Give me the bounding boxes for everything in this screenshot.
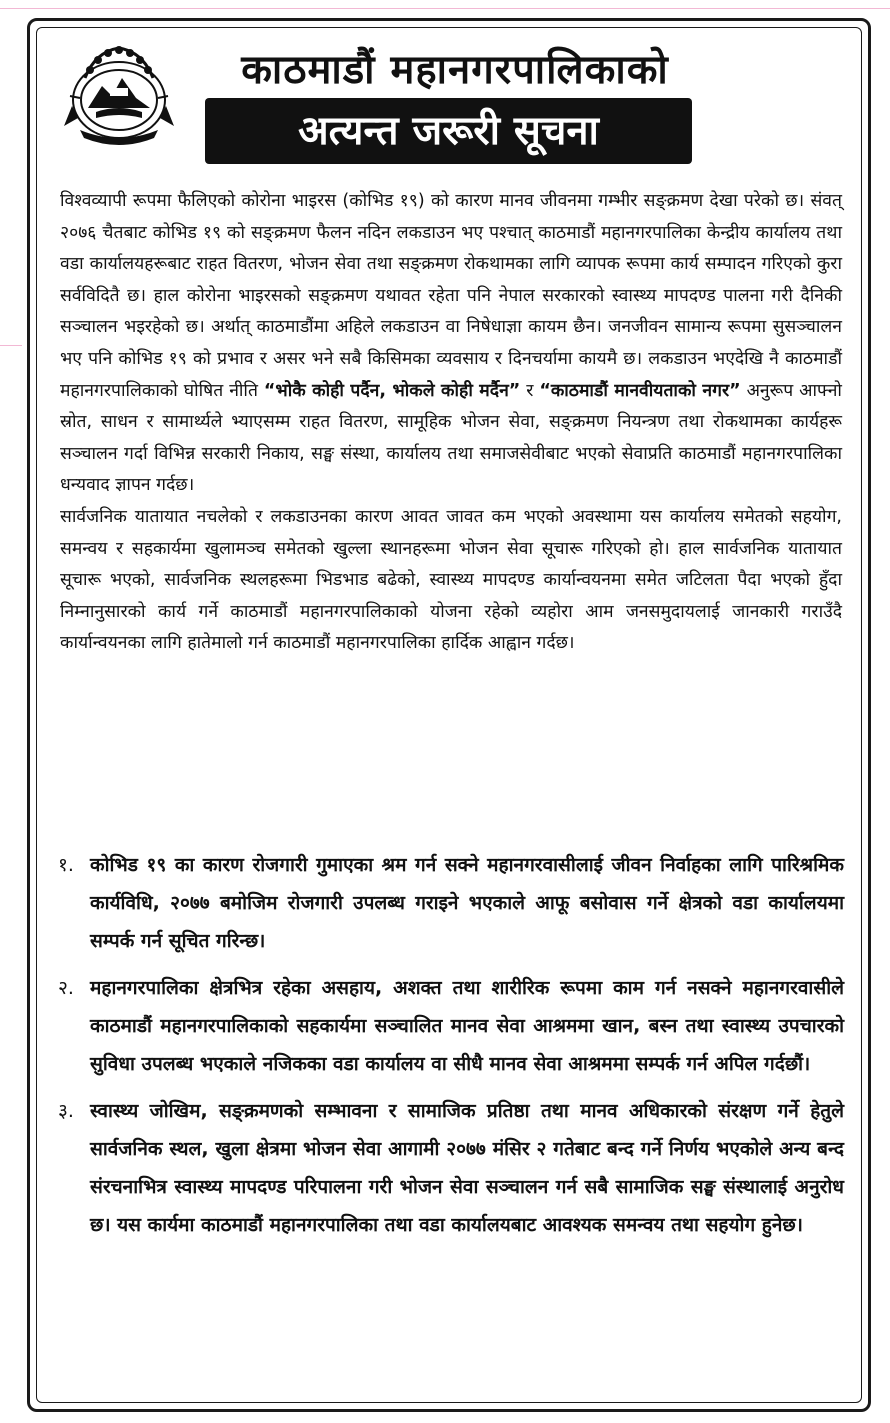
list-item <box>58 846 844 960</box>
margin-guide-line <box>0 345 22 346</box>
notice-title-banner: अत्यन्त जरूरी सूचना <box>205 98 692 164</box>
list-item-number: ३. <box>58 1100 74 1122</box>
list-item-text: कोभिड १९ का कारण रोजगारी गुमाएका श्रम गर्न सक्ने महानगरवासीलाई जीवन निर्वाहका लागि पारिश्रमिक कार्यविधि, २०७७ बमोजिम रोजगारी उपलब्ध गराइने भएकाले आफू बसोवास गर्ने क्षेत्रको वडा कार्यालयमा सम्पर्क गर्न सूचित गरिन्छ। <box>90 854 844 952</box>
notice-items-list <box>58 846 844 1253</box>
notice-body <box>60 186 842 660</box>
paragraph-1-text: विश्वव्यापी रूपमा फैलिएको कोरोना भाइरस (कोभिड १९) को कारण मानव जीवनमा गम्भीर सङ्क्रमण देखा परेको छ। संवत् २०७६ चैतबाट कोभिड १९ को सङ्क्रमण फैलन नदिन लकडाउन भए पश्चात् काठमाडौं महानगरपालिका केन्द्रीय कार्यालय तथा वडा कार्यालयहरूबाट राहत वितरण, भोजन सेवा तथा सङ्क्रमण रोकथामका लागि व्यापक रूपमा कार्य सम्पादन गरिएको कुरा सर्वविदितै छ। हाल कोरोना भाइरसको सङ्क्रमण यथावत रहेता पनि नेपाल सरकारको स्वास्थ्य मापदण्ड पालना गरी दैनिकी सञ्चालन भइरहेको छ। अर्थात् काठमाडौंमा अहिले लकडाउन वा निषेधाज्ञा कायम छैन। जनजीवन सामान्य रूपमा सुसञ्चालन भए पनि कोभिड १९ को प्रभाव र असर भने सबै किसिमका व्यवसाय र दिनचर्यामा कायमै छ। लकडाउन भएदेखि नै काठमाडौं महानगरपालिकाको घोषित नीति <box>60 191 842 401</box>
slogan-no-hunger: “भोकै कोही पर्दैन, भोकले कोही मर्दैन” <box>263 380 521 401</box>
list-item <box>58 1092 844 1244</box>
paragraph-1 <box>60 186 842 502</box>
paragraph-2: सार्वजनिक यातायात नचलेको र लकडाउनका कारण आवत जावत कम भएको अवस्थामा यस कार्यालय समेतको सहयोग, समन्वय र सहकार्यमा खुलामञ्च समेतको खुल्ला स्थानहरूमा भोजन सेवा सूचारू गरिएको हो। हाल सार्वजनिक यातायात सूचारू भएको, सार्वजनिक स्थलहरूमा भिडभाड बढेको, स्वास्थ्य मापदण्ड कार्यान्वयनमा समेत जटिलता पैदा भएको हुँदा निम्नानुसारको कार्य गर्ने काठमाडौं महानगरपालिकाको योजना रहेको व्यहोरा आम जनसमुदायलाई जानकारी गराउँदै कार्यान्वयनका लागि हातेमालो गर्न काठमाडौं महानगरपालिका हार्दिक आह्वान गर्दछ। <box>60 506 842 654</box>
slogan-humane-city: “काठमाडौं मानवीयताको नगर” <box>539 380 741 401</box>
paragraph-1-conjunction: र <box>526 380 534 401</box>
list-item <box>58 969 844 1083</box>
paragraph-1-continuation: अनुरूप आफ्नो स्रोत, साधन र सामार्थ्यले भ्याएसम्म राहत वितरण, सामूहिक भोजन सेवा, सङ्क्रमण नियन्त्रण तथा रोकथामका कार्यहरू सञ्चालन गर्दा विभिन्न सरकारी निकाय, सङ्घ संस्था, कार्यालय तथा समाजसेवीबाट भएको सेवाप्रति काठमाडौं महानगरपालिका धन्यवाद ज्ञापन गर्दछ। <box>60 380 842 496</box>
list-item-text: स्वास्थ्य जोखिम, सङ्क्रमणको सम्भावना र सामाजिक प्रतिष्ठा तथा मानव अधिकारको संरक्षण गर्ने हेतुले सार्वजनिक स्थल, खुला क्षेत्रमा भोजन सेवा आगामी २०७७ मंसिर २ गतेबाट बन्द गर्ने निर्णय भएकोले अन्य बन्द संरचनाभित्र स्वास्थ्य मापदण्ड परिपालना गरी भोजन सेवा सञ्चालन गर्न सबै सामाजिक सङ्घ संस्थालाई अनुरोध छ। यस कार्यमा काठमाडौं महानगरपालिका तथा वडा कार्यालयबाट आवश्यक समन्वय तथा सहयोग हुनेछ। <box>90 1100 844 1236</box>
organization-title: काठमाडौं महानगरपालिकाको <box>241 47 669 93</box>
municipality-emblem-icon <box>60 38 178 156</box>
list-item-number: १. <box>58 854 74 876</box>
list-item-text: महानगरपालिका क्षेत्रभित्र रहेका असहाय, अशक्त तथा शारीरिक रूपमा काम गर्न नसक्ने महानगरवासीले काठमाडौं महानगरपालिकाको सहकार्यमा सञ्चालित मानव सेवा आश्रममा खान, बस्न तथा स्वास्थ्य उपचारको सुविधा उपलब्ध भएकाले नजिकका वडा कार्यालय वा सीधै मानव सेवा आश्रममा सम्पर्क गर्न अपिल गर्दछौं। <box>90 977 844 1075</box>
list-item-number: २. <box>58 977 74 999</box>
margin-guide-line <box>0 8 890 9</box>
